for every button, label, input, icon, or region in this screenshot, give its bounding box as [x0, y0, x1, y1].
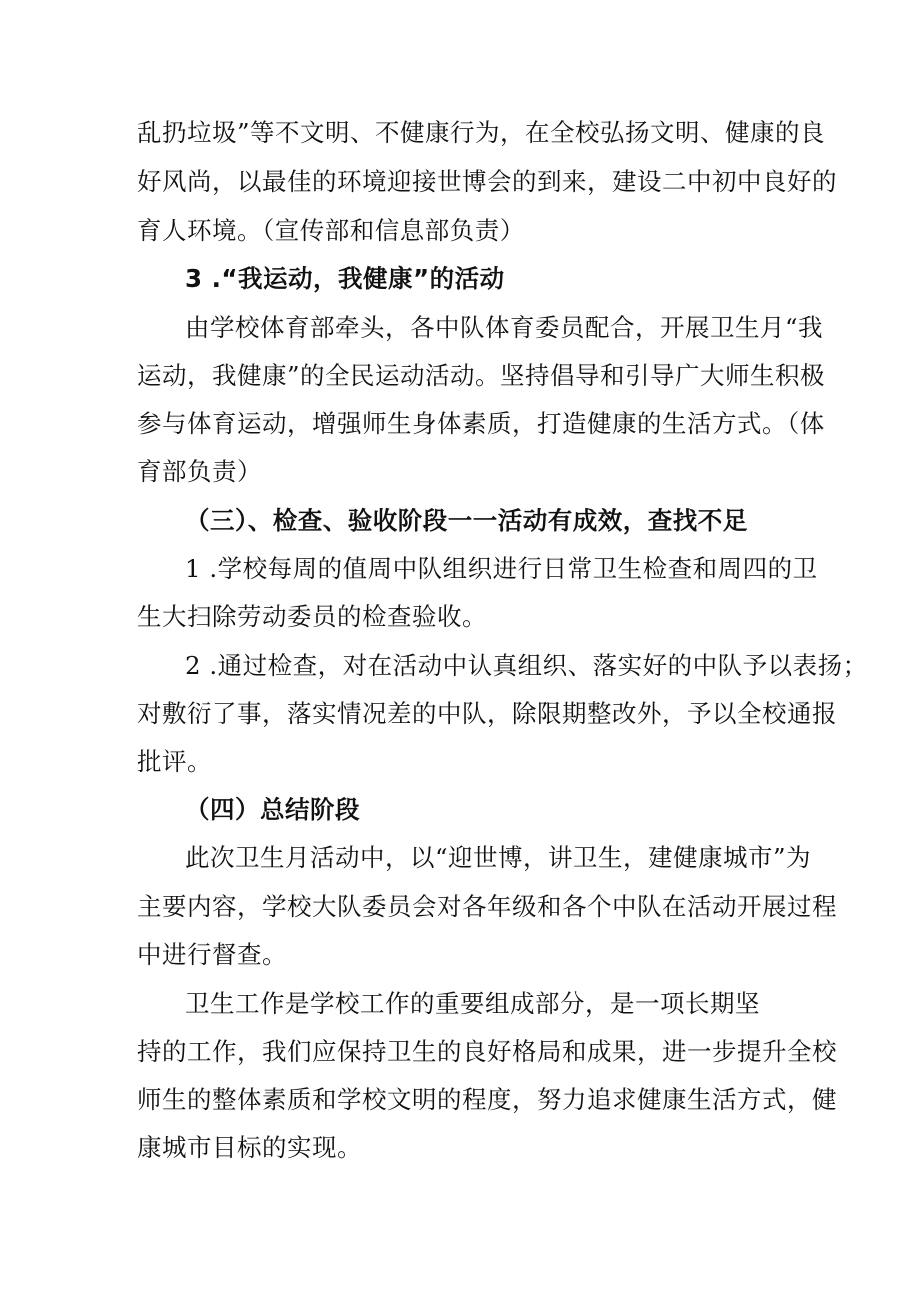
text-line: 中进行督查。: [137, 940, 287, 969]
text-line: 好风尚，以最佳的环境迎接世博会的到来，建设二中初中良好的: [137, 167, 837, 196]
section-heading: （四）总结阶段: [185, 795, 360, 824]
text-line: 批评。: [137, 747, 212, 776]
text-line: 此次卫生月活动中，以“迎世博，讲卫生，建健康城市”为: [185, 843, 812, 872]
text-line: 卫生工作是学校工作的重要组成部分，是一项长期坚: [185, 989, 760, 1018]
text-line: 运动，我健康”的全民运动活动。坚持倡导和引导广大师生积极: [137, 361, 826, 390]
section-heading: （三）、检查、验收阶段一一活动有成效，查找不足: [185, 506, 748, 535]
text-line: 主要内容，学校大队委员会对各年级和各个中队在活动开展过程: [137, 892, 837, 921]
text-line: 师生的整体素质和学校文明的程度，努力追求健康生活方式，健: [137, 1085, 837, 1114]
text-line: 由学校体育部牵头，各中队体育委员配合，开展卫生月“我: [185, 313, 824, 342]
text-line: 康城市目标的实现。: [137, 1133, 362, 1162]
list-item: 1 .学校每周的值周中队组织进行日常卫生检查和周四的卫: [185, 554, 818, 583]
text-line: 对敷衍了事，落实情况差的中队，除限期整改外，予以全校通报: [137, 699, 837, 728]
text-line: 持的工作，我们应保持卫生的良好格局和成果，进一步提升全校: [137, 1037, 837, 1066]
text-line: 参与体育运动，增强师生身体素质，打造健康的生活方式。（体: [137, 409, 825, 438]
text-line: 生大扫除劳动委员的检查验收。: [137, 602, 487, 631]
text-line: 育人环境。（宣传部和信息部负责）: [137, 216, 525, 245]
text-line: 乱扔垃圾”等不文明、不健康行为，在全校弘扬文明、健康的良: [137, 118, 826, 147]
list-item: 2 .通过检查，对在活动中认真组织、落实好的中队予以表扬；: [185, 651, 868, 680]
section-heading: 3 .“我运动，我健康”的活动: [185, 264, 505, 293]
text-line: 育部负责）: [137, 457, 262, 486]
